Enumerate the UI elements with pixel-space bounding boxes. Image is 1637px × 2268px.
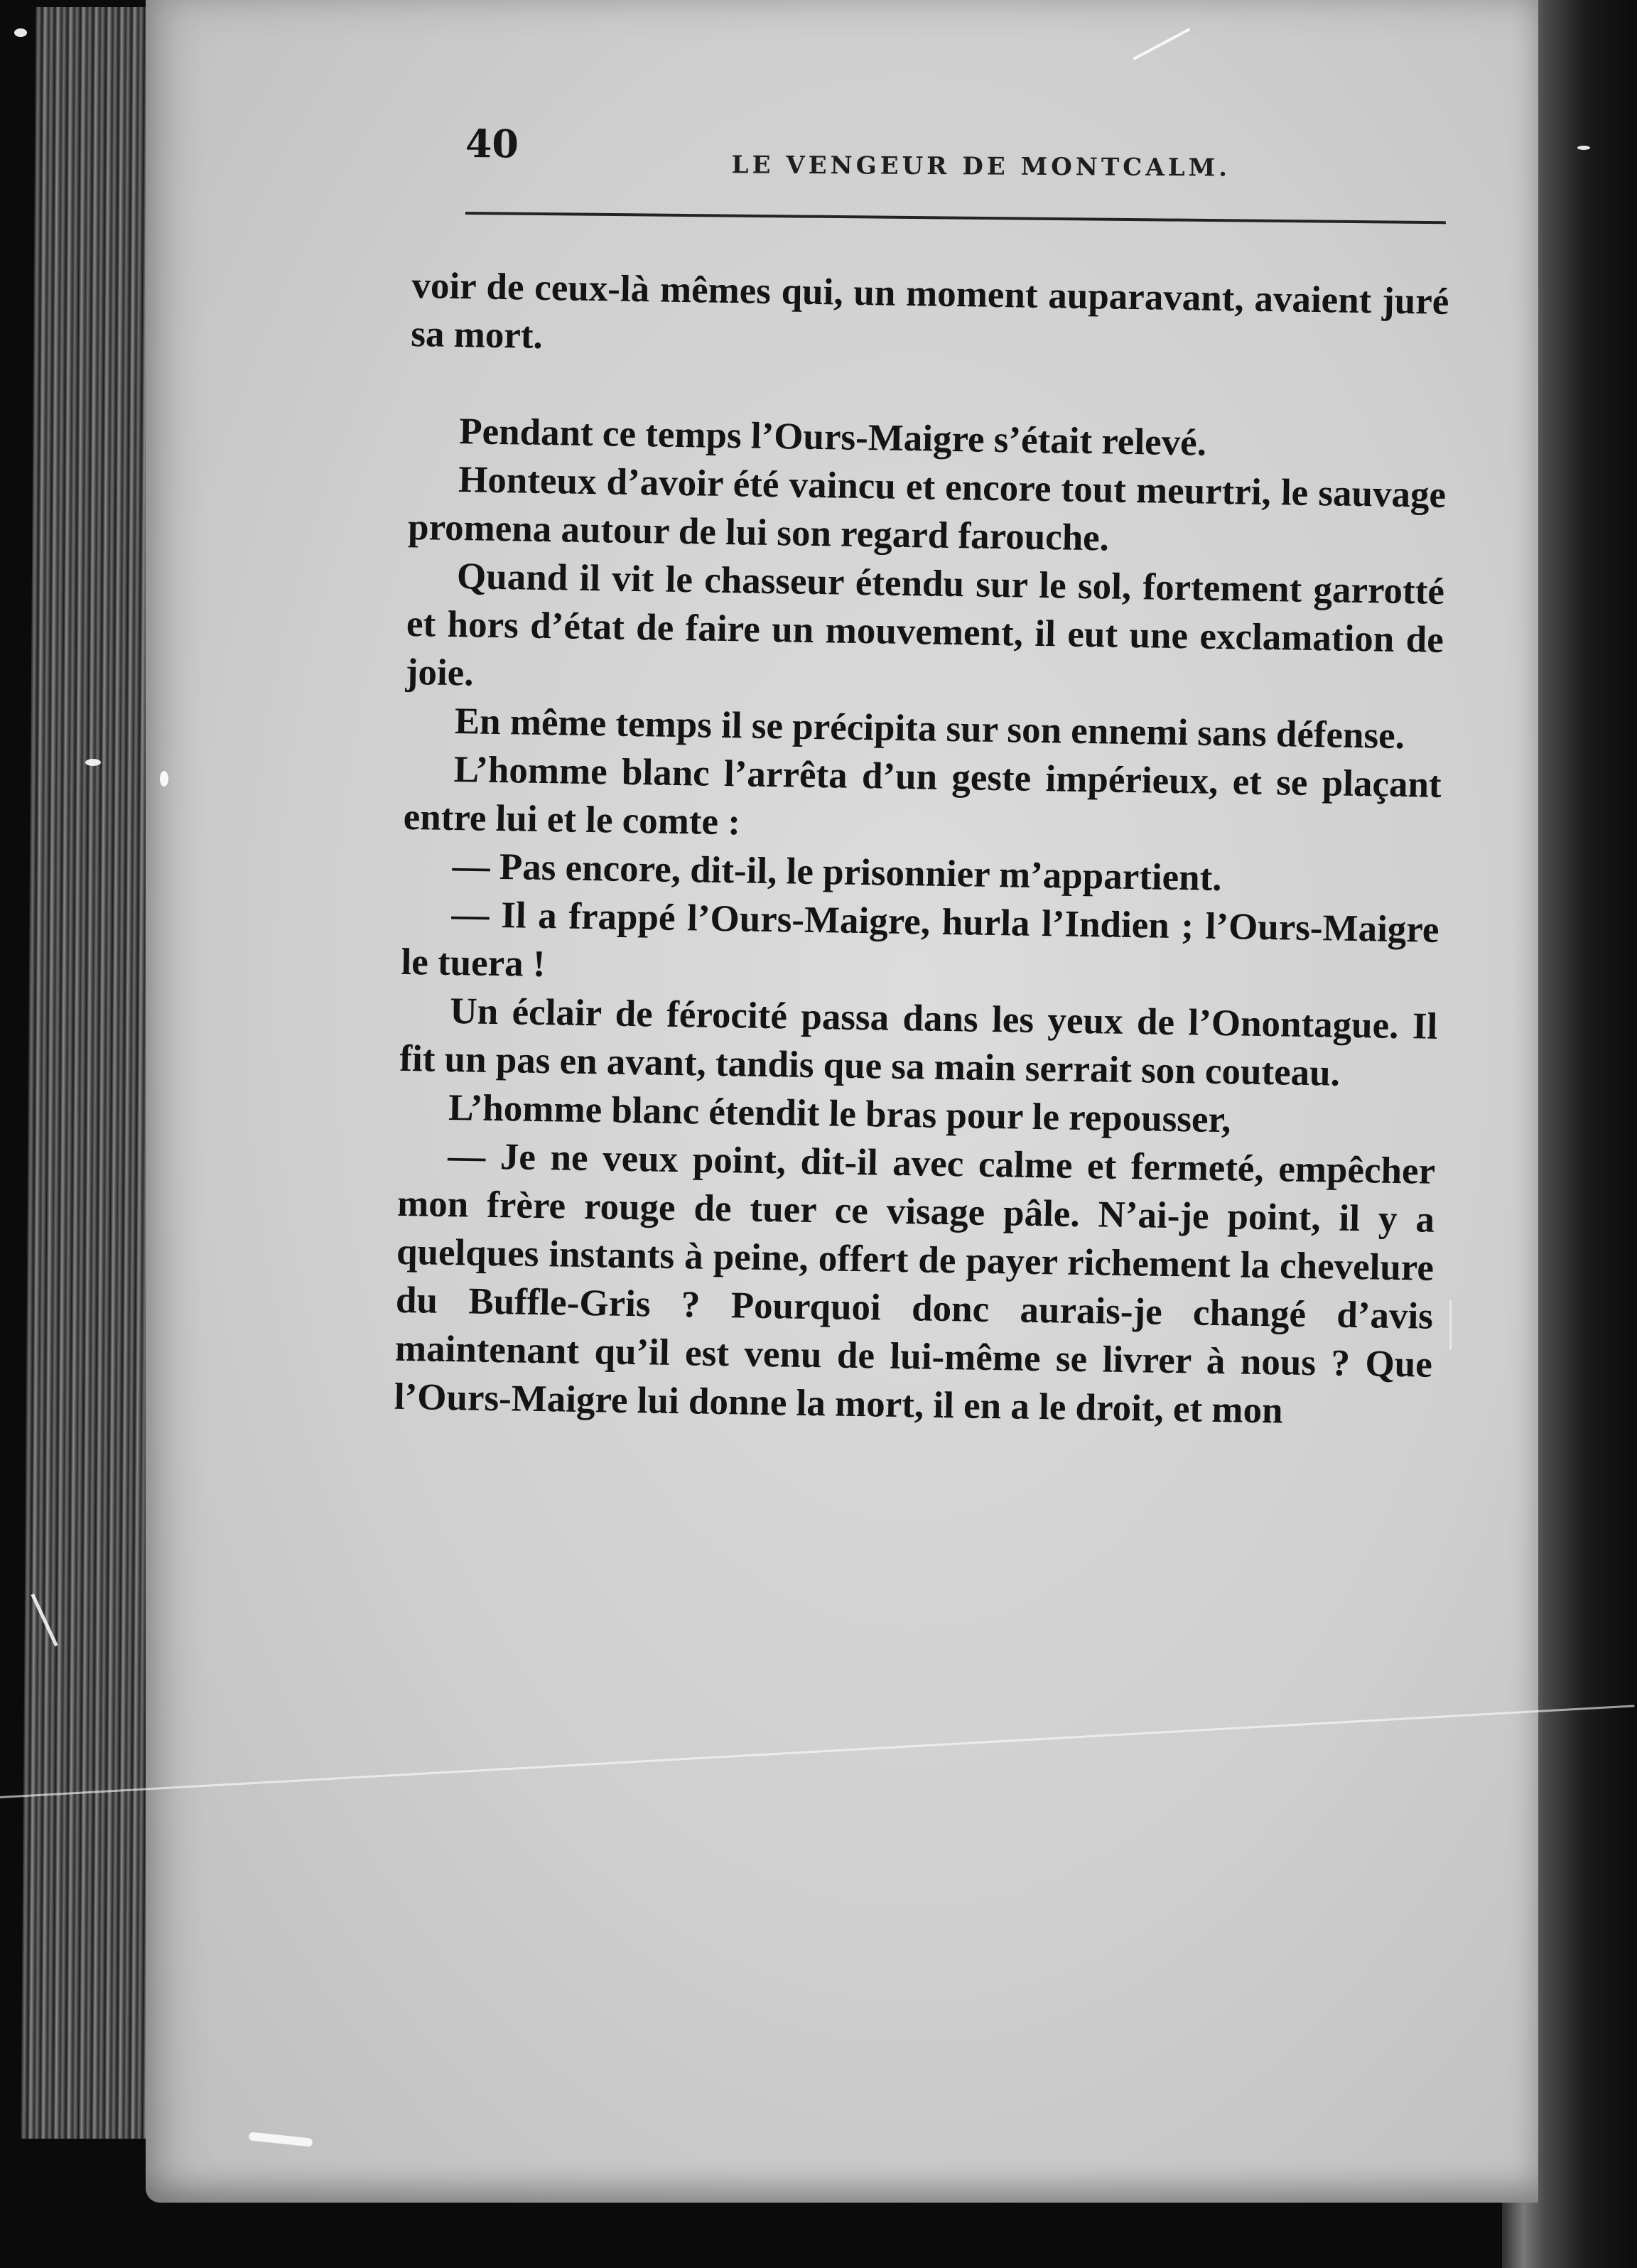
paragraph: L’homme blanc l’arrêta d’un geste impérieux, et se plaçant entre lui et le comte : xyxy=(403,749,1442,843)
paragraph: Honteux d’avoir été vaincu et encore tout meurtri, le sauvage promena autour de lui son regard farouche. xyxy=(407,459,1447,559)
page-number: 40 xyxy=(465,121,519,167)
page-header xyxy=(465,121,1446,190)
paragraph: — Je ne veux point, dit-il avec calme et fermeté, empêcher mon frère rouge de tuer ce visage pâle. N’ai-je point, il y a quelques instants à peine, offert de payer richement la chevelure du Buffle-Gris ? Pourquoi donc aurais-je changé d’avis maintenant qu’il est venu de lui-même se livrer à nous ? Que l’Ours-Maigre lui donne la mort, il en a le droit, et mon xyxy=(394,1135,1436,1432)
paragraph: En même temps il se précipita sur son ennemi sans défense. xyxy=(454,701,1405,757)
film-scratch xyxy=(1449,1300,1452,1350)
body-text xyxy=(394,261,1449,1437)
film-speck xyxy=(160,771,168,787)
paragraph: Un éclair de férocité passa dans les yeux de l’Onontague. Il fit un pas en avant, tandis que sa main serrait son couteau. xyxy=(399,990,1438,1094)
paragraph: — Il a frappé l’Ours-Maigre, hurla l’Indien ; l’Ours-Maigre le tuera ! xyxy=(401,893,1439,986)
paragraph: Quand il vit le chasseur étendu sur le sol, fortement garrotté et hors d’état de faire un mouvement, il eut une exclamation de joie. xyxy=(405,556,1445,694)
film-speck xyxy=(1577,146,1590,150)
paragraph: — Pas encore, dit-il, le prisonnier m’appartient. xyxy=(452,845,1222,900)
paragraph: L’homme blanc étendit le bras pour le repousser, xyxy=(448,1086,1231,1141)
film-speck xyxy=(14,28,27,37)
running-head: LE VENGEUR DE MONTCALM. xyxy=(731,151,1231,183)
paragraph: voir de ceux-là mêmes qui, un moment auparavant, avaient juré sa mort. xyxy=(410,264,1449,357)
film-speck xyxy=(85,759,101,766)
paragraph: Pendant ce temps l’Ours-Maigre s’était relevé. xyxy=(458,411,1207,464)
